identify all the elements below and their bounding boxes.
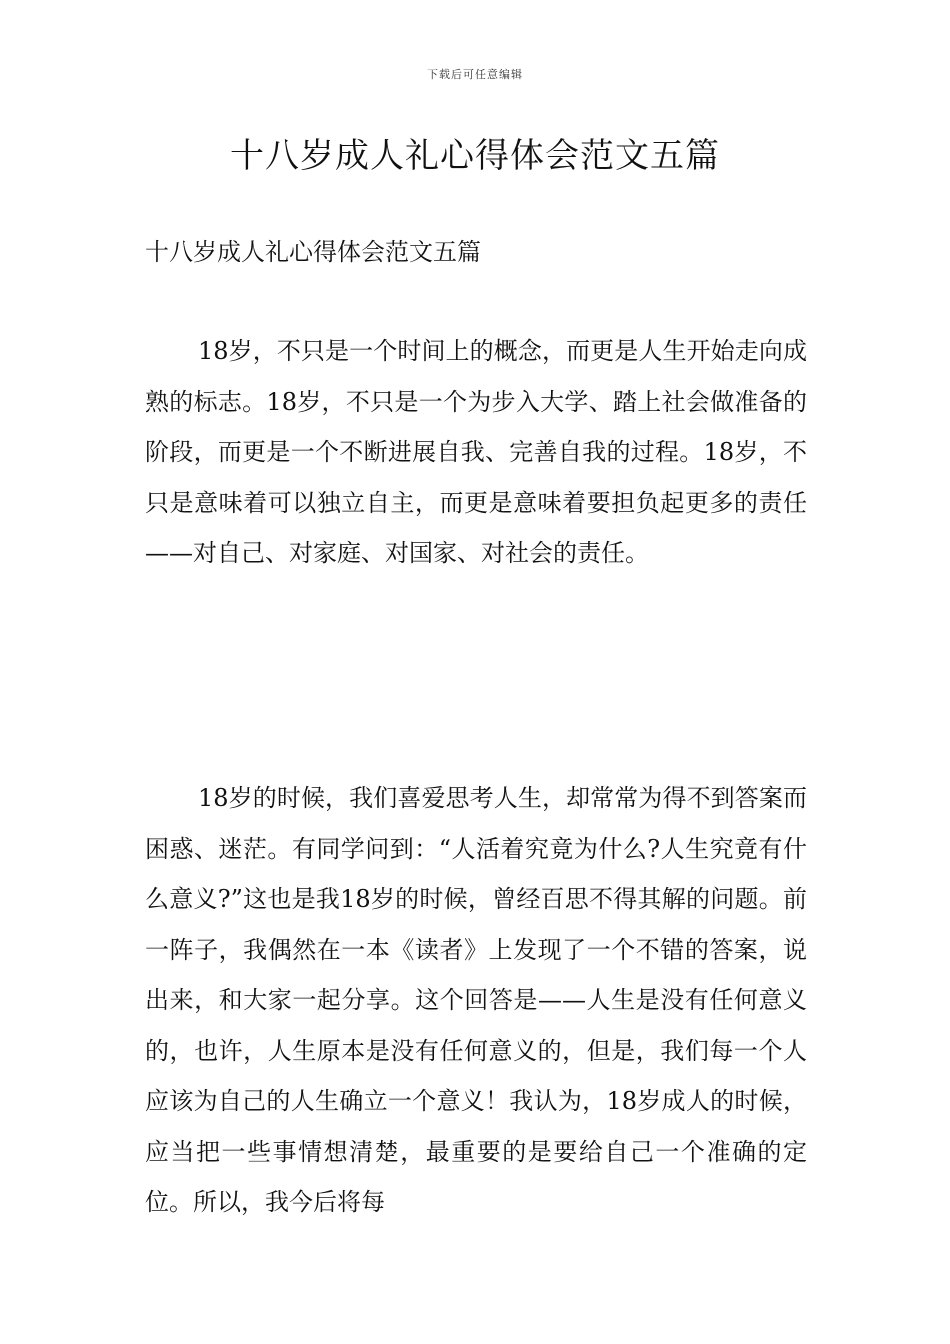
- header-note: 下载后可任意编辑: [427, 68, 523, 81]
- paragraph-2: 18岁的时候，我们喜爱思考人生，却常常为得不到答案而困惑、迷茫。有同学问到：“人活着究竟为什么?人生究竟有什么意义?”这也是我18岁的时候，曾经百思不得其解的问题。前一阵子，我偶然在一本《读者》上发现了一个不错的答案，说出来，和大家一起分享。这个回答是——人生是没有任何意义的，也许，人生原本是没有任何意义的，但是，我们每一个人应该为自己的人生确立一个意义！我认为，18岁成人的时候，应当把一些事情想清楚，最重要的是要给自己一个准确的定位。所以，我今后将每: [145, 784, 807, 1216]
- paragraph-1: 18岁，不只是一个时间上的概念，而更是人生开始走向成熟的标志。18岁，不只是一个为步入大学、踏上社会做准备的阶段，而更是一个不断进展自我、完善自我的过程。18岁，不只是意味着可以独立自主，而更是意味着要担负起更多的责任——对自己、对家庭、对国家、对社会的责任。: [145, 337, 807, 567]
- document-subtitle: 十八岁成人礼心得体会范文五篇: [145, 238, 481, 266]
- document-title: 十八岁成人礼心得体会范文五篇: [230, 136, 720, 176]
